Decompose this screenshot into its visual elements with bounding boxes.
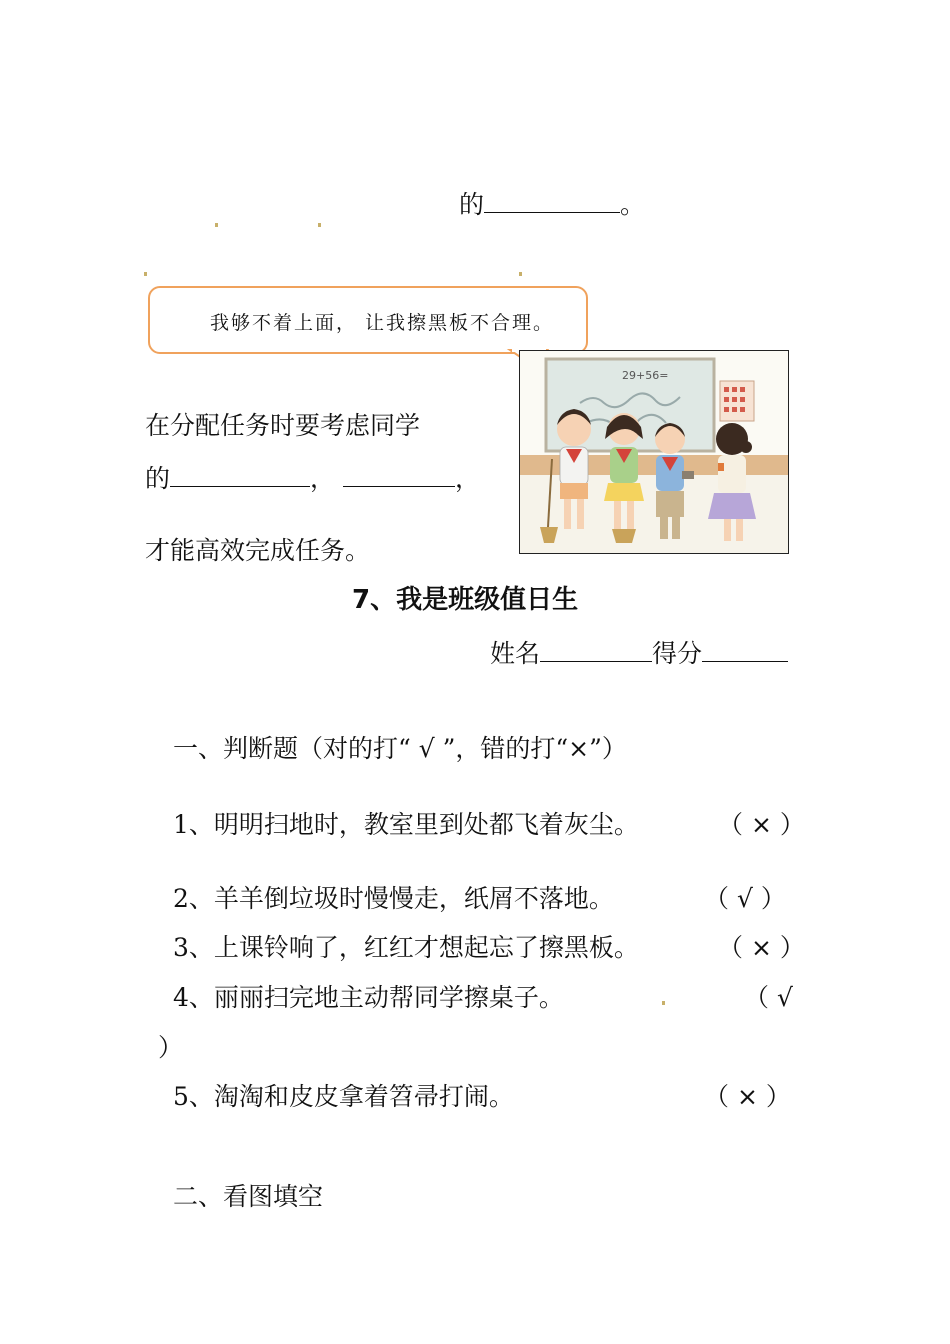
page-title: 7、我是班级值日生 [352,585,579,615]
classroom-scene-image [520,351,788,553]
top-fill-suffix: 。 [620,190,646,219]
section1-heading: 一、判断题（对的打“ √ ”，错的打“×”） [173,734,627,763]
question-4-answer-wrap: ） [158,1033,184,1062]
scan-dot [519,272,522,276]
question-3-text: 3、上课铃响了，红红才想起忘了擦黑板。 [173,933,639,962]
para-comma-2: ， [455,464,481,493]
scan-dot [318,223,321,227]
speech-bubble-text: 我够不着上面， 让我擦黑板不合理。 [210,312,555,334]
name-label: 姓名 [490,639,541,668]
name-field[interactable] [540,635,652,662]
question-5-answer: （ × ） [704,1082,791,1111]
para-line-1: 在分配任务时要考虑同学 [145,411,421,440]
fill-blank-2[interactable] [343,460,455,487]
question-4-answer: （ √ [744,983,793,1012]
score-field[interactable] [702,635,788,662]
question-1-text: 1、明明扫地时，教室里到处都飞着灰尘。 [173,810,639,839]
question-1-answer: （ × ） [718,810,805,839]
para-line-3: 才能高效完成任务。 [145,536,371,565]
name-score-line [490,635,788,671]
top-fill-blank[interactable] [484,186,620,213]
question-2-answer: （ √ ） [704,884,786,913]
para-line2-prefix: 的 [145,464,171,493]
section2-heading: 二、看图填空 [173,1182,324,1211]
para-line-2 [145,460,480,496]
question-2-text: 2、羊羊倒垃圾时慢慢走，纸屑不落地。 [173,884,614,913]
score-label: 得分 [652,639,703,668]
question-5-text: 5、淘淘和皮皮拿着笤帚打闹。 [173,1082,514,1111]
fill-blank-1[interactable] [170,460,310,487]
top-fill-prefix: 的 [459,190,485,219]
question-3-answer: （ × ） [718,933,805,962]
board-text: 29+56= [622,369,669,382]
scan-dot [662,1001,665,1005]
top-fill-line [459,186,645,222]
classroom-illustration [519,350,789,554]
question-4-text: 4、丽丽扫完地主动帮同学擦桌子。 [173,983,564,1012]
scan-dot [215,223,218,227]
scan-dot [144,272,147,276]
para-comma-1: ， [310,464,336,493]
